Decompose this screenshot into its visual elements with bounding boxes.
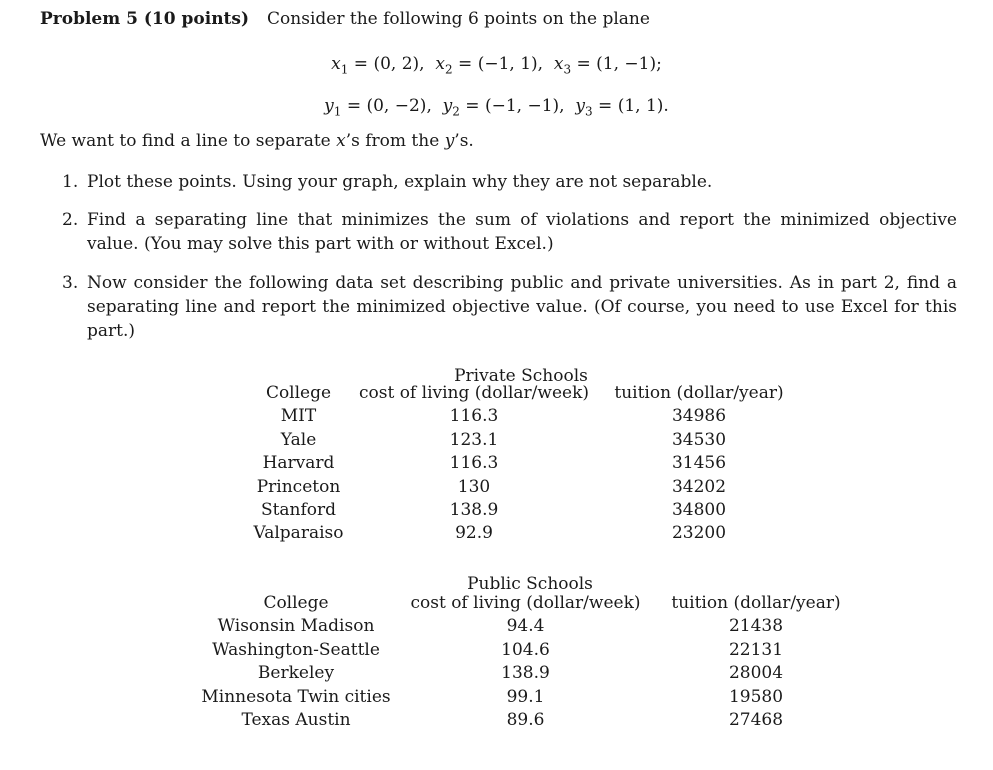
equation-x-points: $x_1 = (0$, 2), $x_2 = (-1$, 1), $x_3 = (1$, −1); bbox=[331, 54, 662, 77]
table-row bbox=[250, 476, 797, 499]
cell-cost: 99.1 bbox=[506, 686, 545, 707]
table-row bbox=[250, 429, 797, 452]
cell-cost: 94.4 bbox=[506, 616, 545, 637]
cell-college: Berkeley bbox=[257, 663, 335, 684]
item-text: Now consider the following data set describing public and private universities. As in part 2, find a separating line and report the minimized objective value. (Of course, you need to use Excel for this part.) bbox=[87, 273, 957, 341]
y3-subscript: 3 bbox=[585, 104, 593, 119]
cell-college: Valparaiso bbox=[253, 523, 344, 544]
header-college: College bbox=[265, 383, 332, 403]
cell-cost: 89.6 bbox=[506, 710, 545, 731]
cell-cost: 138.9 bbox=[501, 663, 550, 684]
x1-value: (0, 2) bbox=[373, 54, 420, 74]
cell-tuition: 31456 bbox=[671, 453, 727, 474]
table-row bbox=[250, 522, 797, 545]
x3-symbol: x bbox=[553, 54, 564, 74]
cell-college: Harvard bbox=[262, 453, 335, 474]
cell-college: Stanford bbox=[260, 500, 337, 521]
header-cost-of-living: cost of living (dollar/week) bbox=[410, 593, 641, 613]
cell-tuition: 19580 bbox=[728, 686, 784, 707]
y3-value: (1, 1) bbox=[617, 96, 664, 116]
x2-subscript: 2 bbox=[444, 62, 453, 77]
public-schools-caption: Public Schools bbox=[467, 574, 593, 594]
problem-title: Problem 5 (10 points) bbox=[40, 9, 250, 29]
equation-y-points: $y_1 = (0$, −2), $y_2 = (-1$, −1), $y_3 = (1$, 1). bbox=[324, 96, 669, 119]
table-row bbox=[250, 405, 797, 428]
y2-subscript: 2 bbox=[452, 104, 460, 119]
question-item-2 bbox=[62, 208, 957, 256]
problem-intro: Consider the following 6 points on the plane bbox=[267, 9, 650, 29]
public-schools-table bbox=[200, 592, 853, 732]
cell-cost: 130 bbox=[457, 476, 491, 497]
cell-cost: 92.9 bbox=[455, 523, 493, 544]
cell-college: MIT bbox=[280, 406, 317, 427]
lead-part-3: ’s. bbox=[454, 131, 474, 151]
x2-value: (−1, 1) bbox=[477, 54, 538, 74]
table-row bbox=[200, 686, 853, 709]
header-college: College bbox=[263, 593, 329, 613]
table-row bbox=[200, 639, 853, 662]
table-row bbox=[250, 499, 797, 522]
y1-symbol: y bbox=[324, 96, 334, 116]
cell-college: Washington-Seattle bbox=[212, 639, 380, 660]
cell-tuition: 27468 bbox=[728, 710, 784, 731]
private-schools-table bbox=[250, 382, 797, 546]
x3-subscript: 3 bbox=[563, 62, 572, 77]
cell-tuition: 34530 bbox=[671, 429, 727, 450]
table-row bbox=[200, 709, 853, 732]
table-row bbox=[200, 615, 853, 638]
cell-cost: 138.9 bbox=[449, 500, 499, 521]
question-item-3 bbox=[62, 271, 957, 343]
cell-college: Wisonsin Madison bbox=[217, 616, 375, 637]
x1-subscript: 1 bbox=[340, 62, 349, 77]
item-text: Find a separating line that minimizes the sum of violations and report the minimized objective value. (You may solve this part with or without Excel.) bbox=[87, 210, 957, 254]
cell-tuition: 23200 bbox=[671, 523, 727, 544]
table-header-row bbox=[250, 382, 797, 405]
table-header-row bbox=[200, 592, 853, 615]
table-row bbox=[250, 452, 797, 475]
cell-college: Texas Austin bbox=[241, 710, 351, 731]
private-schools-caption: Private Schools bbox=[454, 366, 588, 386]
x3-value: (1, −1) bbox=[596, 54, 657, 74]
cell-cost: 104.6 bbox=[501, 639, 550, 660]
cell-college: Princeton bbox=[256, 476, 341, 497]
cell-tuition: 28004 bbox=[728, 663, 784, 684]
item-number: 3. bbox=[62, 273, 79, 293]
y1-value: (0, −2) bbox=[366, 96, 427, 116]
header-tuition: tuition (dollar/year) bbox=[614, 383, 784, 403]
lead-sentence bbox=[40, 131, 474, 151]
cell-cost: 116.3 bbox=[449, 453, 499, 474]
item-number: 1. bbox=[62, 172, 79, 192]
lead-var-x: x bbox=[336, 131, 346, 151]
cell-college: Minnesota Twin cities bbox=[201, 686, 391, 707]
item-number: 2. bbox=[62, 210, 79, 230]
lead-part-1: We want to find a line to separate bbox=[40, 131, 337, 151]
question-item-1 bbox=[62, 170, 957, 194]
cell-cost: 116.3 bbox=[449, 406, 499, 427]
header-cost-of-living: cost of living (dollar/week) bbox=[358, 383, 589, 403]
cell-tuition: 22131 bbox=[728, 639, 784, 660]
lead-var-y: y bbox=[444, 131, 455, 151]
y3-symbol: y bbox=[575, 96, 585, 116]
cell-tuition: 34202 bbox=[671, 476, 727, 497]
cell-college: Yale bbox=[280, 429, 317, 450]
header-tuition: tuition (dollar/year) bbox=[671, 593, 841, 613]
y2-symbol: y bbox=[442, 96, 453, 116]
cell-tuition: 21438 bbox=[728, 616, 784, 637]
x1-symbol: x bbox=[331, 54, 341, 74]
cell-cost: 123.1 bbox=[449, 429, 499, 450]
y2-value: (−1, −1) bbox=[484, 96, 560, 116]
y1-subscript: 1 bbox=[333, 104, 342, 119]
cell-tuition: 34986 bbox=[671, 406, 727, 427]
item-text: Plot these points. Using your graph, explain why they are not separable. bbox=[87, 172, 713, 192]
table-row bbox=[200, 662, 853, 685]
problem-heading bbox=[40, 9, 650, 29]
cell-tuition: 34800 bbox=[671, 500, 727, 521]
x2-symbol: x bbox=[435, 54, 445, 74]
lead-part-2: ’s from the bbox=[345, 131, 445, 151]
